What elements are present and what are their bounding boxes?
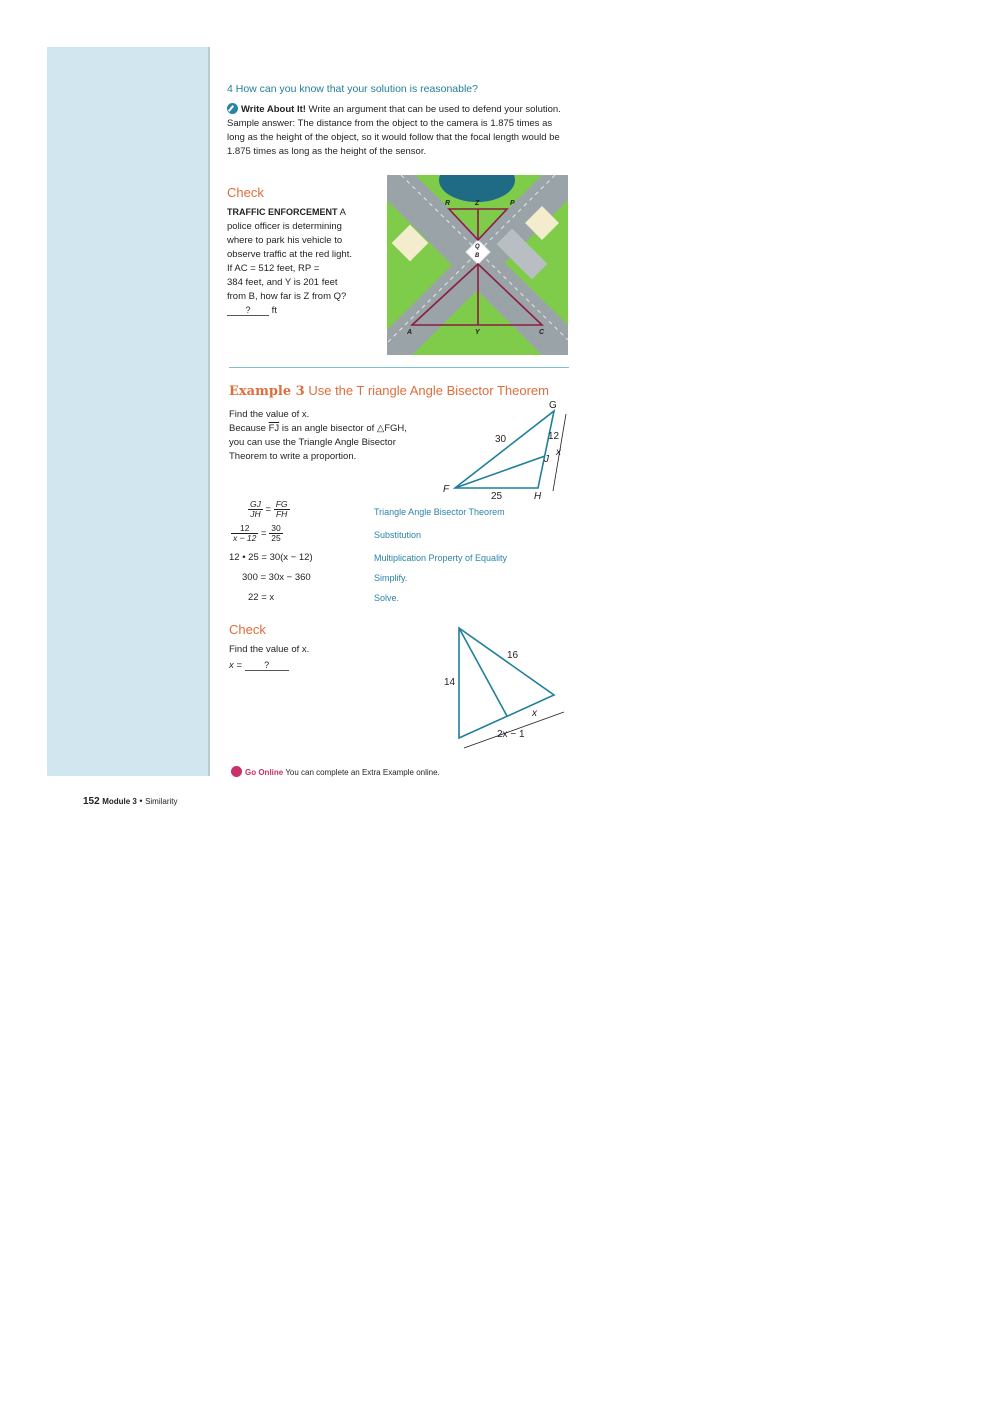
- answer-blank[interactable]: ?: [245, 660, 289, 671]
- check-heading-2: Check: [229, 622, 266, 637]
- label-25: 25: [491, 491, 503, 502]
- step-expression: 12 • 25 = 30(x − 12): [229, 552, 313, 563]
- label-14: 14: [444, 677, 456, 688]
- map-label-r: R: [445, 200, 451, 207]
- numerator: FG: [275, 499, 288, 509]
- topic-label: Similarity: [145, 797, 178, 806]
- go-online-text: You can complete an Extra Example online.: [285, 768, 440, 777]
- denominator: 25: [271, 533, 281, 543]
- problem-line: where to park his vehicle to: [227, 235, 343, 246]
- check-heading-1: Check: [227, 185, 264, 200]
- step-expression: 300 = 30x − 360: [242, 572, 311, 583]
- map-label-z: Z: [475, 200, 480, 207]
- step-proportion: $\frac{GJ}{JH}$ = $\frac{FG}{FH}$: [250, 499, 288, 519]
- map-label-a: A: [407, 329, 413, 336]
- traffic-problem-text: [227, 205, 387, 318]
- triangle-fgh-figure: [438, 396, 573, 504]
- denominator: FH: [275, 509, 288, 519]
- fraction: [231, 524, 258, 543]
- write-prompt: Write an argument that can be used to defend your solution.: [308, 104, 561, 115]
- label-f: F: [443, 484, 450, 495]
- step-substitution: $\frac{12}{x - 12}$ = $\frac{30}{25}$: [233, 523, 281, 543]
- step-reason: Solve.: [374, 593, 400, 603]
- label-12: 12: [548, 431, 560, 442]
- example-intro: [229, 408, 449, 464]
- section-divider: [229, 367, 569, 368]
- left-sidebar-panel: [47, 47, 208, 776]
- go-online-icon: [231, 766, 242, 777]
- label-j: J: [544, 454, 549, 465]
- sidebar-rule: [208, 47, 210, 776]
- label-2x-minus-1: 2x − 1: [497, 729, 525, 740]
- check2-find: Find the value of x.: [229, 644, 310, 655]
- problem-line: observe traffic at the red light.: [227, 249, 352, 260]
- check-triangle: [459, 628, 554, 738]
- problem-line: If AC = 512 feet, RP =: [227, 263, 320, 274]
- example-line: Because: [229, 423, 266, 434]
- page-footer: [83, 796, 178, 807]
- unit-label: ft: [271, 305, 277, 316]
- check2-answer: [229, 659, 289, 673]
- example-line: is an angle bisector of △FGH,: [281, 423, 407, 434]
- problem-line: A: [339, 207, 346, 218]
- footer-separator: •: [139, 796, 143, 806]
- triangle-fgh: [455, 411, 554, 488]
- x-label: x =: [229, 660, 242, 671]
- step-reason: Simplify.: [374, 573, 408, 583]
- step-reason: Triangle Angle Bisector Theorem: [374, 507, 505, 517]
- problem-line: police officer is determining: [227, 221, 342, 232]
- step-reason: Substitution: [374, 530, 422, 540]
- question-heading: 4 How can you know that your solution is reasonable?: [227, 83, 478, 95]
- fraction: [269, 524, 282, 543]
- label-x: x: [556, 447, 561, 458]
- write-about-it-label: Write About It!: [241, 104, 306, 115]
- problem-label: TRAFFIC ENFORCEMENT: [227, 207, 338, 217]
- map-label-q: Q: [475, 244, 480, 250]
- step-expression: 22 = x: [248, 592, 275, 603]
- step-reason: Multiplication Property of Equality: [374, 553, 508, 563]
- label-x: x: [532, 708, 537, 719]
- problem-line: from B, how far is Z from Q?: [227, 291, 347, 302]
- triangle-check-figure: [440, 622, 570, 752]
- numerator: 30: [271, 523, 281, 533]
- label-g: G: [549, 400, 557, 411]
- check-bisector: [459, 628, 507, 716]
- write-about-it-block: [227, 103, 567, 159]
- map-label-b: B: [475, 253, 480, 259]
- segment-fj: $\overline{FJ}$: [268, 423, 280, 434]
- fraction: [248, 500, 263, 519]
- example-line: you can use the Triangle Angle Bisector: [229, 437, 396, 448]
- map-label-p: P: [510, 200, 515, 207]
- numerator: GJ: [250, 499, 261, 509]
- go-online-note: [231, 766, 440, 777]
- answer-blank[interactable]: ?: [227, 305, 269, 316]
- label-30: 30: [495, 434, 507, 445]
- pencil-icon: [227, 103, 238, 114]
- example-title: Use the T riangle Angle Bisector Theorem: [308, 383, 549, 398]
- denominator: x − 12: [233, 533, 257, 543]
- sample-answer: Sample answer: The distance from the object to the camera is 1.875 times as long as the height of the object, so it would follow that the focal length would be 1.875 times as long as the height of the sensor.: [227, 118, 560, 157]
- map-label-y: Y: [475, 329, 480, 336]
- example-label: Example 3: [229, 384, 305, 399]
- map-label-c: C: [539, 329, 545, 336]
- bisector-fj: [455, 456, 545, 488]
- example-line: Theorem to write a proportion.: [229, 451, 357, 462]
- module-label: Module 3: [102, 797, 137, 806]
- denominator: JH: [250, 509, 261, 519]
- label-16: 16: [507, 650, 519, 661]
- label-h: H: [534, 491, 542, 502]
- page-number: 152: [83, 796, 100, 807]
- problem-line: 384 feet, and Y is 201 feet: [227, 277, 338, 288]
- intersection-map: [387, 175, 568, 355]
- example-find: Find the value of x.: [229, 409, 310, 420]
- fraction: [274, 500, 290, 519]
- go-online-link[interactable]: Go Online: [245, 768, 284, 777]
- numerator: 12: [231, 524, 258, 534]
